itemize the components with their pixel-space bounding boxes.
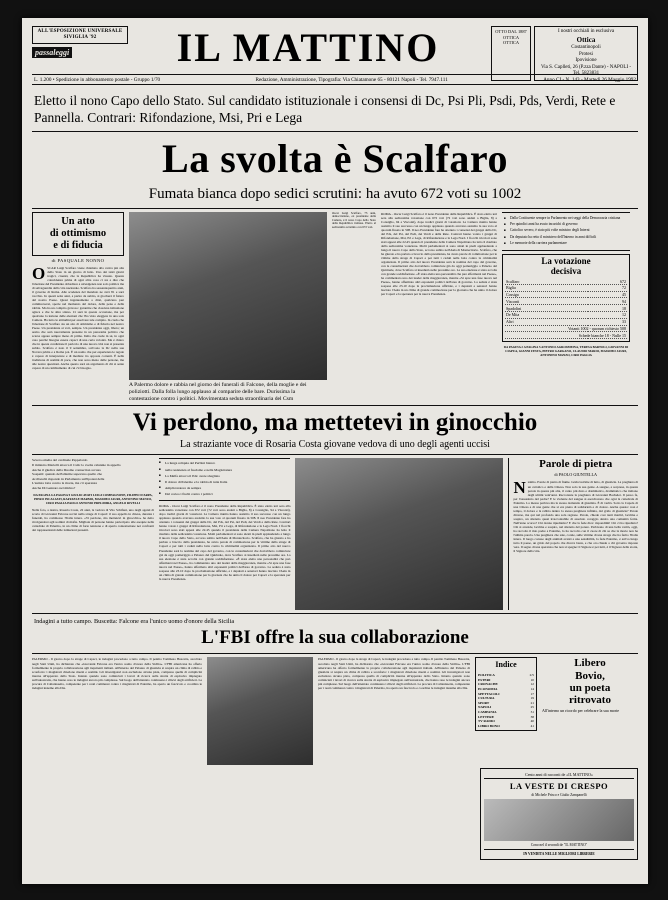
index-row[interactable] [478,724,534,729]
band3-photo-column [207,657,313,765]
lead-item: ■ Ampliconatore da sempre [159,486,290,491]
main-headline: La svolta è Scalfaro [162,135,508,181]
lead-item: Sospetti: quando dell'allarme sapevano quello che [32,472,102,477]
stone-words-column [508,458,638,610]
expo-line2: SIVIGLIA '92 [63,34,97,40]
index-label: ESTERI [478,677,491,682]
index-page: 40 [530,719,534,724]
editorial-title-line2: di ottimismo [49,227,107,239]
vote-count: 94 [588,298,627,305]
editorial-byline: di PASQUALE NONNO [51,258,105,264]
masthead-info-rule [32,74,638,85]
band3-headline: L'FBI offre la sua collaborazione [201,627,469,649]
table-row [505,332,627,339]
band2-body-text: ROMA - Oscar Luigi Scalfaro è il nono Presidente della Repubblica. È stato eletto ieri sera alla sedicesima votazione con 672 voti (72 voti sono andati a Biglia, 8) a Consiglio, 94 a Visconti), dopo tredici giorni di votazioni. La Camera riunita hanno assistito il suo successo con un lungo applauso quando avevano assistito la sua voto al quorum fissato in 508. Il neo Presidente fare ha ottenuto i consensi dei gruppi della Dc, del Pds, del Psi, del Psdi, dei Verdi e della Rete. Contrari hanno votato i gruppi di Rifondazione, Msi, Pri e Lega, di Rifondazione e la Lega Nord. I fiocchi tricolori sono stati appesi alle 22.45 quando il presidente della Camera Napolitano ha letto il risultato della sedicesima votazione. Molti parlamentari si sono alzati in piedi applaudendo a lungo il nuovo Capo dello Stato, accorso subito nell'Aula di Montecitorio. Scalfaro, che ha giurato e ha parlato a braccio dalla presidenza, ha avuto parole di commozione per le vittime della strage di Capaci e per tutti i caduti nella lotta contro la criminalità organizzata. Il primo atto del nuovo Presidente sarà la nomina del capo del governo, con le consultazioni che dovrebbero cominciare già da oggi pomeriggio a Palazzo del Quirinale, dove Scalfaro si insedierà nelle prossime ore. La sua elezione è stata accolta con grande soddisfazione. «È stata eletta una personalità che può affermarsi nel Paese», ha commentato uno dei leader della maggioranza, mentre «Si apre una fase nuova nel Paese», hanno affermato altri esponenti politici dell'area di governo. La seduta è stata sospesa alle 23.10 dopo la proclamazione ufficiale, e i deputati e senatori hanno lasciato l'Aula in un clima di grande commozione per la giornata che ha unito il dolore per Capaci e la speranza per la nuova Presidenza. [159,504,291,581]
poet-line2: Bovio, [575,669,605,682]
main-subheadline: Fumata bianca dopo sedici scrutini: ha avuto 672 voti su 1002 [148,185,522,202]
lead-item: ■ La lunga reliquia del Perbini bianco [159,461,290,466]
optician-badge-1 [491,26,531,81]
scalfaro-photo [129,212,327,380]
lead-item: ■ Dal corteo i fischi contro i politici [159,492,290,497]
address-info: Redazione, Amministrazione, Tipografia: Via Chiatamone 65 - 80121 Napoli - Tel. 7947.111 [255,76,448,83]
optician-badge-1-line1: OTTO DAL 1887 [495,29,527,34]
table-row [505,312,627,319]
table-row [505,291,627,298]
index-page: 19 [530,696,534,701]
masthead [32,25,638,76]
poet-note: All'interno un ricordo per celebrare la sua morte [542,707,620,713]
vote-name: Altri [505,318,588,325]
photo-sidebar-text: Oscar Luigi Scalfaro, 73 anni, democristiano, ex presidente della Camera, è il nono Capo dello Stato della Repubblica italiana. Eletto al sedicesimo scrutinio con 672 voti. [332,210,376,229]
index-page: 12 [530,682,534,687]
ad-book-image [484,799,634,841]
lead-item: ■ Il dolore di Palermo e la rabbia di tutta Italia [159,480,290,485]
masthead-right [488,26,638,81]
newspaper-sheet [22,18,648,884]
fact-item: ■ Da deputato ha retto il ministero dell'Interno in anni difficili [504,235,628,240]
index-label: LIBRO BONO [478,723,500,728]
band2-photo-column [295,458,503,610]
vote-box-title-line2: decisiva [550,265,582,276]
editorial-title-line3: e di fiducia [53,239,103,251]
index-label: SPORT [478,700,490,705]
stone-words-byline: di PAOLO GIUNTELLA [554,472,598,478]
ad-bottom-line: IN VENDITA NELLE MIGLIORI LIBRERIE [484,849,634,856]
index-page: 14 [530,687,534,692]
index-label: POLITICA [478,673,495,678]
vote-count: 72 [588,284,627,291]
vote-note: Schede bianche 18 - Nulle 15 [505,332,627,339]
band2-lead-bullets-2 [159,458,290,501]
editorial-column [32,212,124,403]
index-page: 17 [530,691,534,696]
editorial-title [32,212,124,257]
poet-line4: ritrovato [569,693,611,706]
fact-item: ■ Le memorie della carriera parlamentare [504,241,628,246]
band2-signature: DA PAGINA 6 A PAGINA 9 GIULIO AVATI LUIGI COMPAGNONE, FILIPPO D'ARPA, PIERO INCALSATI, RAFFAELE MARMO, MASSIMO JAURI, ANTONINO MANZO, CIRO PAGLIA PAOLO ANTONIO PRELIDIRA, ANGELO RIVELLI [33,493,153,506]
vote-name: Biglia [505,284,588,291]
lead-item: ■ La Malfa attacca il Pds: avete sbagliato [159,474,290,479]
masthead-left [32,26,128,58]
ad-row [32,768,638,860]
ad-top-line: Cento anni di racconti de «IL MATTINO» [484,772,634,779]
band3-second-text-column [318,657,470,765]
index-label: ECONOMIA [478,687,498,692]
scalfaro-facts-list [502,212,630,252]
lead-item: ■ nella resistenza al fascismo e nella Magistratura [159,468,290,473]
index-page: 21 [530,700,534,705]
top-section [32,212,638,403]
facts-column [502,212,630,403]
band2-photo-note: Nella foto, a destra, Rosaria Costa, 22 anni, la vedova di Vito Schifani, uno degli agenti di scorta di Giovanni Falcone uccisi nella strage di Capaci: il suo appello in chiesa, durante i funerali, ha commosso l'Italia intera. «Vi perdono, ma mettetevi in ginocchio» ha detto rivolgendosi agli uomini di mafia. Migliaia di persone hanno partecipato alle esequie nella cattedrale di Palermo, in un clima di forte tensione e di aperta contestazione nei confronti dei rappresentanti delle istituzioni presenti. [32,508,154,533]
poet-teaser [542,657,638,713]
lead-item: Anche il giudice della Duomo connection accusa [32,467,101,472]
vote-count: 12 [588,312,627,319]
table-row [505,325,627,332]
index-label: SPETTACOLI [478,691,500,696]
funeral-crowd-photo [295,458,503,610]
optician-badge-2-line5: Ipovisione [575,58,597,63]
lead-item: L'autista lotta contro la morte, ma c'è speranza [32,481,98,486]
falcone-funeral-photo [207,657,313,765]
table-row [505,284,627,291]
funeral-photo-caption: A Palermo dolore e rabbia nel giorno dei funerali di Falcone, della moglie e dei poliziotti. Dalla folla lungo applauso al comparire delle bare. Durissima la contestazione contro i politici. Movimentata seduta straordinaria del Csm [129,381,307,402]
newspaper-title: IL MATTINO [176,25,440,70]
vote-note: Votanti 1002 - quorum richiesto 508 [505,325,627,332]
editorial-body: OSCAR Luigi Scalfaro viene chiamato alla carica più alta dello Stato in un giorno di lutto. Uno dei tanti giorni tragici, cruenti, che la Repubblica ha vissuto. Questa coincidenza prima di ogni altra cosa ci sta a dire che l'elezione del Presidente obbedisce a un'esigenza non solo politica ma di salvaguardia della vita nazionale. Scalfaro ha sessantaquattro anni, il governo di Roma. Alle scadenze del mandato ne avrà 81 e sarà vecchio. In questi sette anni, a parire da subito, si giocherà il futuro del nostro Paese. Quasi ingenuamente a dirsi, qualcuno può commuoversi, specie nel momento del dolore, della pena e della rabbia. Ma ha un compito gravoso: garantire che ciascuna istituzione agisca e che le altre stiano. Ci sarà in questa occasione, ma per qualcuno la lezione delle elezioni che l'ha visto eleggere in una sola Camera. Ha tutto le attitudini per assolvere tale compito. In credo che l'elezione di Scalfaro sia un atto di ottimismo e di fiducia nel nostro Paese. Un presidente ai voti, sempre. Un presidente oggi, libero; un uomo che sarà nuovamente presente in un panorama politico che scarsa appare sempre meno di prima. Italia che crede in sé, in ogni caso perché bisogna essere capaci di una certa volontà. Ma è chiaro che in questa condizione il pericolo di una nuova crisi non si presenta subito. Scalfaro è nato il 9 settembre, scrivono la Dc nella sua Novara prima e a Roma poi. È un uomo che per esperienza le regole è capace di interpretare e di mediare tra opposte correnti. È nella tradizione di uomini di pace, che non sono meno delle persone, ma alle nostre questioni. Anche questo sarà un argomento di chi si sente capace di un cambiamento di cui c'è bisogno. [32,264,124,371]
index-page: 25 [530,705,534,710]
table-row [505,318,627,325]
optician-badge-1-line2: OTTICA [502,34,520,40]
index-page: 10 [530,677,534,682]
ad-caption: Cono nel il secondi de "IL MATTINO" [530,843,588,848]
vote-name: De Mita [505,312,588,319]
index-label: NAPOLI [478,705,492,710]
table-row [505,298,627,305]
expo-line1: ALL'ESPOSIZIONE UNIVERSALE [37,29,123,34]
index-page: 38 [530,714,534,719]
lead-item: Severa omelia del cardinale Pappalardo [32,458,88,463]
band3-article: PALERMO - Il giorno dopo la strage di Capaci, le indagini procedono a tutto campo. Il pentito Tommaso Buscetta, ascoltato negli Stati Uniti, ha dichiarato che «Giovanni Falcone era l'unico uomo d'onore della Sicilia». L'FBI americana ha offerto formalmente la propria collaborazione agli inquirenti italiani. All'interno del Palazzo di giustizia si respira un clima di rabbia e sconforto: i magistrati chiedono mezzi e uomini. Gli investigatori non escludono alcuna pista, compresa quella di complicità interne all'apparato dello Stato. Intanto quando sono cominciati i lavori di ricerca sulla stretta di esplosivo impiegato sull'autostrada, che hanno reso le indagini ancora più complesse. Sul luogo dell'attentato continuano i rilievi degli artificieri. La procura di Caltanissetta, competente per i reati commessi contro i magistrati di Palermo, ha aperto un fascicolo e coordina le indagini insieme alla Dia. [32,657,202,690]
issue-date-info: Anno CI - N. 143 - Martedì 26 Maggio 1992 [543,76,636,83]
vote-box-title-line1: La votazione [541,256,591,267]
ad-subtitle: di Michele Prisco e Giulio Zampanelli [531,793,587,798]
index-label: LETTERE [478,714,495,719]
price-subscription-info: L. 1.200 • Spedizione in abbonamento postale - Gruppo 1/70 [34,76,161,83]
promo-column [542,657,638,765]
stone-words-title: Parole di pietra [539,458,613,471]
book-advertisement[interactable] [480,768,638,860]
roma-article-column [381,212,497,403]
vote-name: Scalfaro [505,278,588,284]
optician-badge-2-line1: I nostri occhiali in esclusiva [557,29,615,34]
band2-lead-bullets [32,458,166,490]
roma-article-body: ROMA - Oscar Luigi Scalfaro è il nono Presidente della Repubblica. È stato eletto ieri sera alla sedicesima votazione con 672 voti (72 voti sono andati a Biglia, 8) a Consiglio, 94 a Visconti), dopo tredici giorni di votazioni. La Camera riunita hanno assistito il suo successo con un lungo applauso quando avevano assistito la sua voto al quorum fissato in 508. Il neo Presidente fare ha ottenuto i consensi dei gruppi della Dc, del Pds, del Psi, del Psdi, dei Verdi e della Rete. Contrari hanno votato i gruppi di Rifondazione, Msi, Pri e Lega, di Rifondazione e la Lega Nord. I fiocchi tricolori sono stati appesi alle 22.45 quando il presidente della Camera Napolitano ha letto il risultato della sedicesima votazione. Molti parlamentari si sono alzati in piedi applaudendo a lungo il nuovo Capo dello Stato, accorso subito nell'Aula di Montecitorio. Scalfaro, che ha giurato e ha parlato a braccio dalla presidenza, ha avuto parole di commozione per le vittime della strage di Capaci e per tutti i caduti nella lotta contro la criminalità organizzata. Il primo atto del nuovo Presidente sarà la nomina del capo del governo, con le consultazioni che dovrebbero cominciare già da oggi pomeriggio a Palazzo del Quirinale, dove Scalfaro si insedierà nelle prossime ore. La sua elezione è stata accolta con grande soddisfazione. «È stata eletta una personalità che può affermarsi nel Paese», ha commentato uno dei leader della maggioranza, mentre «Si apre una fase nuova nel Paese», hanno affermato altri esponenti politici dell'area di governo. La seduta è stata sospesa alle 23.10 dopo la proclamazione ufficiale, e i deputati e senatori hanno lasciato l'Aula in un clima di grande commozione per la giornata che ha unito il dolore per Capaci e la speranza per la nuova Presidenza. [381,211,497,296]
band2-second-column [159,458,290,610]
band2-section [32,458,638,610]
index-page: 2/5 [529,673,534,678]
sponsor-logo: passaleggi [32,47,72,58]
band2-left-column [32,458,154,610]
optician-badge-2-line6: Via S. Caplleti, 26 (P.zza Dante) - NAPOLI - Tel. 5823831 [540,64,632,76]
optician-badge-2-line3: Costantinopoli [571,45,601,50]
fact-item: ■ Dalla Costituente sempre in Parlamento nei seggi della Democrazia cristiana [504,216,628,221]
vote-count: 18 [588,305,627,312]
band3-text-column [32,657,202,765]
top-contributors-signature: DA PAGINA 2 A PAGINA 5 ANTONIO AGROSEMINA, TERESA BARTOLI, GIOVANNI DI CIAPUA, GIANNI FESTA, PIETRO GARGANO, CLAUDIO MARIO, MASSIMO JAURI, ANTONINO MANZO, CIRO PAGLIA [503,345,629,358]
vote-results-table [505,278,627,339]
stone-words-body: Nsalmo. Parole di pietra di fiume. Grida lacrime di lutto, di giustizia. La preghiera di un cattolico e della Chiesa. Non solo la sua gente. A sangue, a sorpresa, in questa parola in questa più alta, il canto più duro e drammatico, drammatico che italiano degli ultimi vent'anni. Raccontate la preghiera di Giovanni Bachelet. Il passo fa, per l'assassinio del padre? E le violente del sangue si esercitarono che ogni la cattedrale di Palermo. La messa parlava ma la stessa domanda di giustizia. È di verità. Sotto la Cupola di una Chiesa e di una gente che si era piena di solidarietà e di dolore. Anche questo: non è tempo, il dolore e la rabbia dentro la stessa preghiera infinita, dal grido di giustizia? Parole diverse, ma qui nel profondo una sola ragione. Parole, chiede cosi tanti martiri, lacrime e sospiro, un silenzio quasi irraccontabile di assoluto coraggio dentro una comunità ferita. Nell'anno scorso? Chi donna ripudiamo? E che la fede dice: rispondimi! Chi ci ha ripudiato? Chi si arrende, lacrime e sospiro, nel silenzio del potere. Parlavano di una bella verità, oggi, ha raccolto il mio padre a Palermo, la ha raccolto con il cuore di chi sa che la morte non ha l'ultima parola. Una preghiera che sale, corale, sulle vittime di una strage che ha ferito l'Italia intera. Il luogo cortese degli animali avanti a una sensibilità, la fede Palermo, è arriva lungo tutto il paese, un grido del popolo che diceva basta, e che ora chiede a chi governa risposte vere. Il segno di una speranza che non si spegne: il Signore è per tutti, è il Signore della storia, il Signore della vita. [513,478,638,553]
optician-badge-1-line3: OTTICA [502,40,520,45]
optician-badge-2 [534,26,638,81]
editorial-title-line1: Un atto [61,215,95,227]
band3-article-continued: PALERMO - Il giorno dopo la strage di Capaci, le indagini procedono a tutto campo. Il pentito Tommaso Buscetta, ascoltato negli Stati Uniti, ha dichiarato che «Giovanni Falcone era l'unico uomo d'onore della Sicilia». L'FBI americana ha offerto formalmente la propria collaborazione agli inquirenti italiani. All'interno del Palazzo di giustizia si respira un clima di rabbia e sconforto: i magistrati chiedono mezzi e uomini. Gli investigatori non escludono alcuna pista, compresa quella di complicità interne all'apparato dello Stato. Intanto quando sono cominciati i lavori di ricerca sulla stretta di esplosivo impiegato sull'autostrada, che hanno reso le indagini ancora più complesse. Sul luogo dell'attentato continuano i rilievi degli artificieri. La procura di Caltanissetta, competente per i reati commessi contro i magistrati di Palermo, ha aperto un fascicolo e coordina le indagini insieme alla Dia. [318,657,470,690]
vote-results-box [502,254,630,342]
index-box [475,657,537,731]
fact-item: ■ Per quindici anni ha avuto incarichi di governo [504,222,628,227]
band3-section [32,657,638,765]
index-page: 41 [530,723,534,728]
optician-badge-2-line4: Protesi [579,51,593,57]
kicker-text: Eletto il nono Capo dello Stato. Sul candidato istituzionale i consensi di Dc, Psi Pli, Psdi, Pds, Verdi, Rete e Pannella. Contrari: Rifondazione, Msi, Pri e Lega [34,93,616,126]
index-label: CAMPANIA [478,710,497,715]
vote-name: Visconti [505,298,588,305]
lead-item: Il ministro Martelli attacca il Csm: lo svelte calunnie in appello [32,463,121,468]
vote-count: 45 [588,291,627,298]
lead-item: Arcibeschi rispondo in Parlamento sull'ipotesi delle [32,476,105,481]
index-page: 31 [530,710,534,715]
index-label: CRONACHE [478,682,498,687]
index-label: TV RADIO [478,719,495,724]
vote-count: 672 [588,278,627,284]
lead-item: Anche Di Gennaro nel mirino? [32,485,76,490]
index-label: CULTURA [478,696,495,701]
vote-count: 33 [588,318,627,325]
lead-photo-column [129,212,327,403]
vote-name: Spadolini [505,305,588,312]
band2-subheadline: La straziante voce di Rosaria Costa giovane vedova di uno degli agenti uccisi [180,439,490,451]
band3-caption: Indagini a tutto campo. Buscetta: Falcone era l'unico uomo d'onore della Sicilia [34,618,235,626]
poet-line1: Libero [574,657,606,670]
expo-badge [32,26,128,44]
band2-headline: Vi perdono, ma mettetevi in ginocchio [132,409,538,437]
vote-name: Cossiga [505,291,588,298]
index-column [475,657,537,765]
table-row [505,305,627,312]
vote-box-title [505,257,627,276]
ad-title: LA VESTE DI CRESPO [509,781,609,792]
index-title: Indice [495,660,517,670]
optician-badge-2-line2: Ottica [576,35,596,44]
poet-line3: un poeta [569,681,611,694]
fact-item: ■ Cattolico severo, è stato più volte ministro degli Interni [504,228,628,233]
